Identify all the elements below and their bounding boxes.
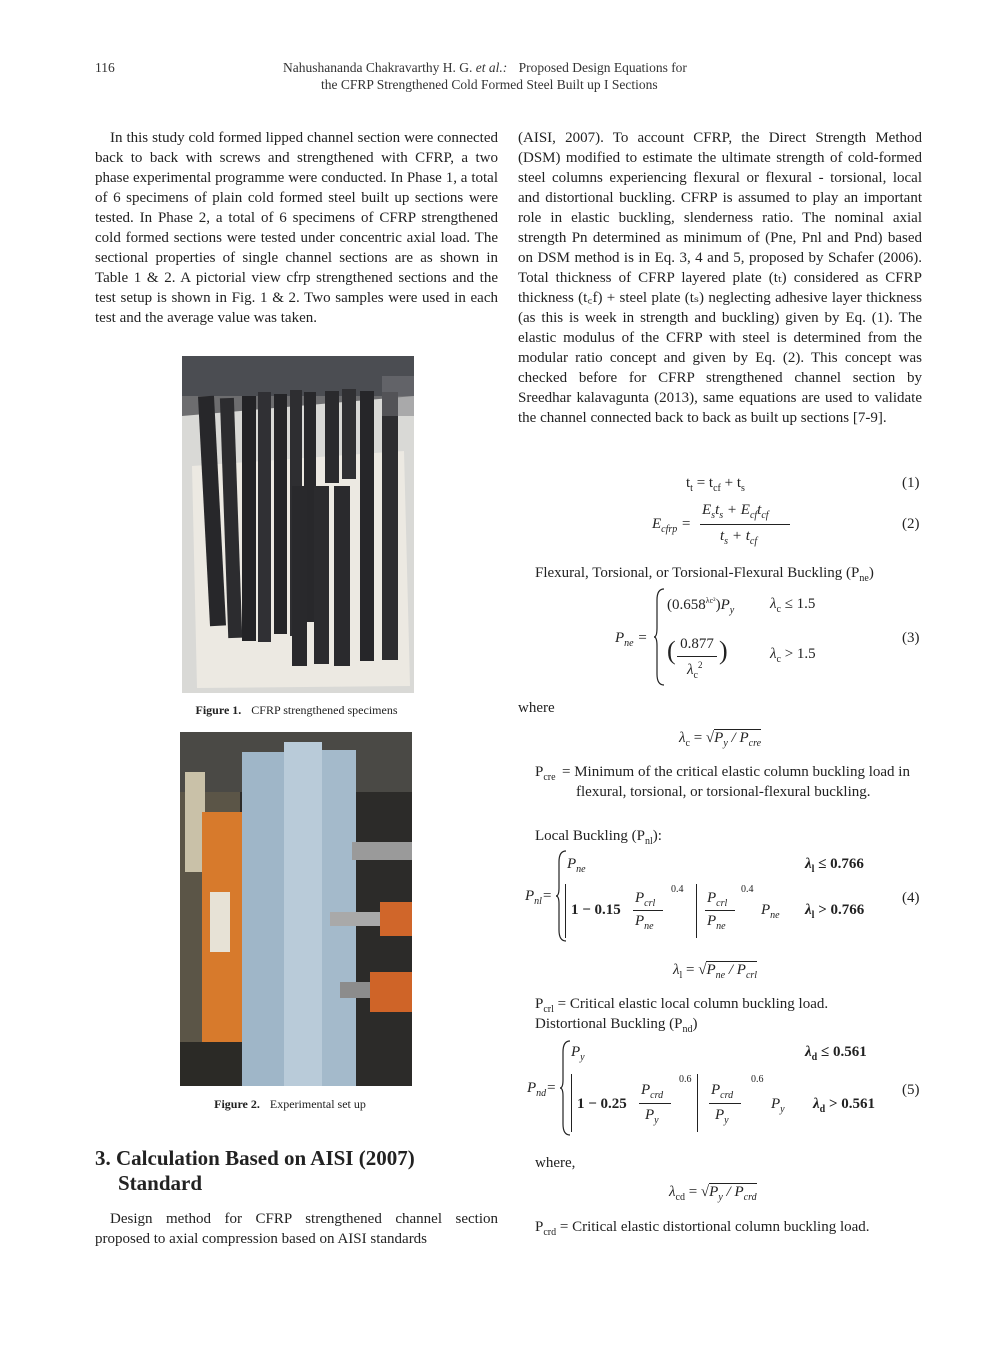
- local-buckling-label: Local Buckling $(P_{nl})$:: [535, 828, 662, 847]
- header-etal: et al.:: [475, 60, 508, 75]
- lambda-c-lhs: λ: [679, 730, 686, 746]
- eq1-t2: t: [736, 475, 742, 491]
- figure-2-caption-text: Experimental set up: [269, 1097, 366, 1111]
- eq3-c2-den-sub: c: [693, 670, 698, 681]
- eq5-row2-psub: y: [780, 1104, 785, 1115]
- eq5-exp2: 0.6: [751, 1074, 764, 1085]
- distortional-label: Distortional Buckling $(P_{nd})$: [535, 1016, 698, 1035]
- lambda-c-rhs: P: [714, 730, 724, 746]
- section-heading-line2: Standard: [118, 1171, 203, 1195]
- eq4-cond2: λ: [805, 902, 812, 918]
- eq4-row2-pre: 1 − 0.15: [571, 902, 621, 918]
- pcrl-sym: P: [535, 996, 544, 1012]
- eq-number-1: (1): [902, 475, 920, 491]
- flexural-label: Flexural, Torsional, or Torsional-Flexural Buckling $(P_{ne})$: [535, 565, 874, 584]
- intro-paragraph-text: In this study cold formed lipped channel section were connected back to back with screws and strengthened with CFRP, a two phase experimental programme were conducted. In Phase 1, a total of 6 specimens of plain cold formed steel built up sections were tested. In Phase 2, a total of 6 specimens of CFRP strengthened cold formed sections were tested under concentric axial load. The sectional properties of single channel sections are as shown in Table 1 & 2. A pictorial view cfrp strengthened sections and the test setup is shown in Fig. 1 & 2. Two samples were used in each test and the average value was taken.: [95, 130, 498, 326]
- eq5-frac1-bar: [639, 1103, 671, 1104]
- eq1-t2-sub: s: [741, 483, 745, 494]
- equation-3: $P_{ne}$ = $(0.658^{\lambda c^2})P_y$ $\lambda_c \le 1.5$ ( 0.877 $\lambda_c^2$ ) $\lambda_c > 1.5$: [615, 588, 845, 688]
- eq3-py: P: [720, 597, 730, 613]
- figure-2-caption: [95, 1097, 485, 1112]
- lambda-c-div: / P: [727, 730, 749, 746]
- eq5-frac2-n: P: [711, 1082, 721, 1098]
- lambda-l-lhs: λ: [673, 962, 680, 978]
- eq2-num-e2s: cf: [749, 510, 758, 521]
- eq4-frac2-d: P: [707, 913, 717, 929]
- eq5-frac1-d: P: [645, 1107, 655, 1123]
- pcre-sym-sub: cre: [543, 772, 556, 783]
- lambda-cd-div: / P: [722, 1184, 744, 1200]
- eq5-cond1: λ: [805, 1044, 812, 1060]
- header-author: Nahushananda Chakravarthy H. G.: [283, 60, 473, 75]
- eq3-c2-den-exp: 2: [697, 660, 703, 670]
- eq2-num-t2: t: [757, 502, 762, 518]
- eq3-c2-den: λ: [687, 662, 694, 678]
- eq5-cond2-sub: d: [819, 1104, 826, 1115]
- eq4-frac1-ds: ne: [644, 921, 654, 932]
- eq5-frac2-ds: y: [724, 1115, 729, 1126]
- eq2-num-plus: +: [723, 502, 741, 518]
- lambda-l-radicand: [706, 961, 758, 981]
- lambda-l-div: / P: [725, 962, 746, 978]
- eq4-row2-psub: ne: [770, 910, 780, 921]
- eq4-cond1-rel: ≤ 0.766: [814, 856, 864, 872]
- eq4-frac2-ns: crl: [716, 898, 728, 909]
- eq5-row1-sub: y: [580, 1052, 585, 1063]
- eq3-c2-num: 0.877: [680, 636, 714, 652]
- eq3-cond2: λ: [770, 646, 777, 662]
- eq1-plus: +: [720, 475, 737, 491]
- equation-2: $E_{cfrp}$ = $E_st_s + E_{cf}t_{cf}$ $t_s + t_{cf}$: [652, 500, 802, 552]
- lambda-cd-rhs: P: [709, 1184, 719, 1200]
- eq1-t1: t: [708, 475, 714, 491]
- figure-1-caption: [95, 703, 498, 718]
- eq3-lhs: P: [615, 630, 625, 646]
- lambda-cd-lhs: λ: [669, 1184, 676, 1200]
- eq2-lhs-sub: cfrp: [661, 524, 678, 535]
- lambda-c-rhs-sub: y: [723, 738, 728, 749]
- pcrd-sym: P: [535, 1219, 544, 1235]
- eq2-num-ts: s: [719, 510, 724, 521]
- eq3-brace: [653, 588, 665, 686]
- pcrl-sym-sub: crl: [543, 1004, 554, 1015]
- section-heading: [95, 1146, 498, 1196]
- eq4-row2-p: P: [761, 902, 771, 918]
- eq4-exp2: 0.4: [741, 884, 754, 895]
- eq5-frac1-n: P: [641, 1082, 651, 1098]
- eq3-cond1-sub: c: [776, 604, 781, 615]
- eq5-row2-p: P: [771, 1096, 781, 1112]
- eq3-c1-exp: λc²: [705, 596, 716, 605]
- where-label-1: where: [518, 700, 555, 716]
- eq-number-5: (5): [902, 1082, 920, 1098]
- eq3-cond2-sub: c: [776, 654, 781, 665]
- eq5-exp1: 0.6: [679, 1074, 692, 1085]
- eq2-den-plus: +: [728, 528, 746, 544]
- eq5-cond1-rel: ≤ 0.561: [817, 1044, 867, 1060]
- eq4-lhs-sub: nl: [534, 896, 542, 907]
- lambda-cd-equation: $\lambda_{cd} = √P_y / P_{crd}$: [669, 1184, 757, 1203]
- figure-1-label: Figure 1.: [195, 703, 242, 717]
- pcrd-text: = Critical elastic distortional column buckling load.: [559, 1219, 870, 1235]
- figure-1-caption-text: CFRP strengthened specimens: [251, 703, 398, 717]
- eq4-frac1-ns: crl: [644, 898, 656, 909]
- eq4-cond1-sub: l: [811, 864, 815, 875]
- eq2-den-t2: t: [745, 528, 750, 544]
- equation-5: $P_{nd}=$ $P_y$ $\lambda_d \le 0.561$ 1 − 0.25 $P_{crd}$ $P_y$ 0.6 $P_{crd}$ $P_y$ 0.6 $P_y$ $\lambda_d > 0.561$: [527, 1040, 897, 1136]
- pcrd-sym-sub: crd: [543, 1227, 557, 1238]
- eq5-lhs-sub: nd: [536, 1088, 547, 1099]
- lambda-l-equation: $\lambda_l = √P_{ne} / P_{crl}$: [673, 962, 758, 981]
- lambda-c-equation: $\lambda_c = √P_y / P_{cre}$: [679, 730, 762, 749]
- section-paragraph: [95, 1209, 498, 1249]
- lambda-cd-rhs-sub: y: [718, 1192, 723, 1203]
- eq5-frac1-ns: crd: [650, 1090, 664, 1101]
- lambda-l-div-sub: crl: [745, 970, 758, 981]
- header-title: Proposed Design Equations for: [518, 60, 687, 75]
- intro-paragraph: [95, 128, 498, 328]
- eq3-py-sub: y: [729, 605, 735, 616]
- eq4-frac2-ds: ne: [716, 921, 726, 932]
- eq3-lhs-sub: ne: [624, 638, 634, 649]
- eq4-frac1-d: P: [635, 913, 645, 929]
- eq4-cond2-sub: l: [811, 910, 815, 921]
- eq4-cond1: λ: [805, 856, 812, 872]
- eq4-exp1: 0.4: [671, 884, 684, 895]
- eq2-num-t2s: cf: [761, 510, 769, 521]
- lambda-cd-div-sub: crd: [743, 1192, 757, 1203]
- eq2-lhs: E: [652, 516, 662, 532]
- eq1-lhs: t: [686, 475, 691, 491]
- eq2-den-t1: t: [720, 528, 725, 544]
- equation-1: [686, 475, 745, 494]
- eq3-c1: 0.658: [672, 597, 706, 613]
- eq5-frac2-bar: [709, 1103, 741, 1104]
- eq5-cond2-rel: > 0.561: [825, 1096, 876, 1112]
- pcre-sym: P: [535, 764, 544, 780]
- eq2-den-s1: s: [724, 536, 729, 547]
- flexural-label-text: Flexural, Torsional, or Torsional-Flexural Buckling (P: [535, 565, 860, 581]
- eq4-frac1-bar: [633, 910, 663, 911]
- eq5-frac2-ns: crd: [720, 1090, 734, 1101]
- flexural-label-sub: ne: [859, 573, 869, 584]
- eq1-t1-sub: cf: [713, 483, 721, 494]
- eq5-row1: P: [571, 1044, 581, 1060]
- lambda-c-lhs-sub: c: [685, 738, 690, 749]
- eq5-brace: [559, 1040, 571, 1136]
- pcre-text: = Minimum of the critical elastic column buckling load in flexural, torsional, or torsional-flexural buckling.: [562, 764, 910, 800]
- lambda-cd-lhs-sub: cd: [675, 1192, 685, 1203]
- eq-number-4: (4): [902, 890, 920, 906]
- eq2-num-e: E: [702, 502, 712, 518]
- eq1-op: =: [692, 475, 709, 491]
- section-paragraph-text: Design method for CFRP strengthened channel section proposed to axial compression based on AISI standards: [95, 1211, 498, 1247]
- running-header-line2: the CFRP Strengthened Cold Formed Steel Built up I Sections: [321, 77, 658, 92]
- eq5-cond2: λ: [813, 1096, 820, 1112]
- right-paragraph-text: (AISI, 2007). To account CFRP, the Direct Strength Method (DSM) modified to estimate the ultimate strength of cold-formed steel columns experiencing flexural or flexural - torsional, local and distortional buckling. CFRP is assumed to play an important role in elastic buckling, slenderness ratio. The nominal axial strength Pn determined as minimum of (Pne, Pnl and Pnd) based on DSM method is in Eq. 3, 4 and 5, proposed by Schafer (2006). Total thickness of CFRP layered plate (tₜ) considered as CFRP thickness (t꜀f) + steel plate (tₛ) neglecting adhesive layer thickness (as this is week in strength and buckling) given by Eq. (1). The elastic modulus of the CFRP with steel is determined from the modular ratio concept and given by Eq. (2). This concept was checked before for CFRP strengthened channel section by Sreedhar kalavagunta (2013), same equations are used to validate the channel connected back to back as built up sections [7-9].: [518, 130, 922, 426]
- eq-number-2: (2): [902, 516, 920, 532]
- eq5-frac2-d: P: [715, 1107, 725, 1123]
- eq4-row1: P: [567, 856, 577, 872]
- eq3-cond1-rel: ≤ 1.5: [780, 596, 816, 612]
- lambda-c-div-sub: cre: [748, 738, 762, 749]
- right-paragraph: [518, 128, 922, 428]
- local-label-text: Local Buckling (P: [535, 828, 645, 844]
- eq5-lhs: P: [527, 1080, 537, 1096]
- equation-4: $P_{nl}=$ $P_{ne}$ $\lambda_l \le 0.766$ 1 − 0.15 $P_{crl}$ $P_{ne}$ 0.4 $P_{crl}$ $P_{ne}$ 0.4 $P_{ne}$ $\lambda_l > 0.766$: [525, 850, 895, 942]
- eq2-den-s2: cf: [749, 536, 758, 547]
- eq4-cond2-rel: > 0.766: [814, 902, 865, 918]
- eq2-num-t: t: [715, 502, 720, 518]
- eq4-frac2-bar: [705, 910, 735, 911]
- eq2-num-es: s: [711, 510, 716, 521]
- eq2-fraction-bar: [700, 524, 790, 525]
- figure-2-image: [180, 732, 412, 1086]
- eq5-cond1-sub: d: [811, 1052, 818, 1063]
- eq4-row1-sub: ne: [576, 864, 586, 875]
- pcrl-text: = Critical elastic local column buckling load.: [557, 996, 829, 1012]
- lambda-l-rhs-sub: ne: [715, 970, 726, 981]
- page-number: 116: [95, 60, 115, 75]
- local-label-sub: nl: [644, 836, 653, 847]
- eq3-cond2-rel: > 1.5: [780, 646, 816, 662]
- dist-label-sub: nd: [682, 1024, 693, 1035]
- eq3-cond1: λ: [770, 596, 777, 612]
- where-label-2: where,: [535, 1155, 576, 1171]
- section-heading-line1: 3. Calculation Based on AISI (2007): [95, 1146, 415, 1170]
- eq3-fraction-bar: [677, 656, 717, 657]
- eq4-frac2-n: P: [707, 890, 717, 906]
- eq5-frac1-ds: y: [654, 1115, 659, 1126]
- figure-1-image: [182, 356, 414, 693]
- eq5-row2-pre: 1 − 0.25: [577, 1096, 627, 1112]
- eq-number-3: (3): [902, 630, 920, 646]
- lambda-l-rhs: P: [706, 962, 716, 978]
- eq4-frac1-n: P: [635, 890, 645, 906]
- dist-label-text: Distortional Buckling (P: [535, 1016, 683, 1032]
- running-header-line1: [283, 60, 687, 76]
- eq4-lhs: P: [525, 888, 535, 904]
- figure-2-label: Figure 2.: [214, 1097, 260, 1111]
- eq1-lhs-sub: t: [690, 483, 693, 494]
- pcrd-definition: [535, 1217, 870, 1243]
- lambda-l-lhs-sub: l: [679, 970, 683, 981]
- eq2-num-e2: E: [740, 502, 750, 518]
